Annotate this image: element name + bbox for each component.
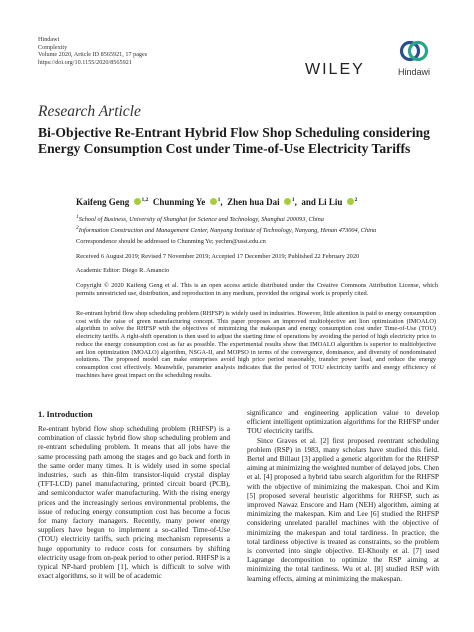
paragraph: Re-entrant hybrid flow shop scheduling problem (RHFSP) is a combination of classic hybrid flow shop scheduling problem and re-entrant scheduling problem. It means that all jobs have the same processing path among the stages and go back and forth in the same order many times. It is widely used in some special industries, such as thin-film transistor-liquid crystal display (TFT-LCD) panel manufacturing, printed circuit board (PCB), and semiconductor wafer manufacturing. With the rising energy prices and the increasingly serious environmental problems, the issue of reducing energy consumption cost has become a focus for many factory managers. Recently, many power energy suppliers have begun to implement a so-called Time-of-Use (TOU) electricity tariffs, such pricing mechanism represents a huge opportunity to reduce costs for consumers by shifting electricity usage from on-peak period to other period. RHFSP is a typical NP-hard problem [1], which is difficult to solve with exact algorithms, so it will be of academic [38,424,230,581]
academic-editor: Academic Editor: Diego R. Amancio [76,267,170,274]
author[interactable]: Chunming Ye $^1$, [152,197,223,207]
correspondence: Correspondence should be addressed to Chunming Ye; yechm@usst.edu.cn [76,238,266,245]
paragraph: Since Graves et al. [2] first proposed reentrant scheduling problem (RSP) in 1983, many scholars have studied this field. Bertel and Billaut [3] applied a genetic algorithm for the RHFSP aiming at minimizing the weighted number of delayed jobs. Chen et al. [4] proposed a hybrid tabu search algorithm for the RHFSP with the objective of minimizing the makespan. Choi and Kim [5] proposed several heuristic algorithms for RHFSP, such as improved Nawaz Enscore and Ham (NEH) algorithm, aiming at minimizing the makespan. Kim and Lee [6] studied the RHFSP considering unrelated parallel machines with the objective of minimizing the makespan and total tardiness. In practice, the total tardiness objective is treated as constraints, so the problem is converted into single objective. El-Khouly et al. [7] used Lagrange decomposition to optimize the RSP aiming at minimizing the total tardiness. Wu et al. [8] studied RSP with learning effects, aiming at minimizing the makespan. [247,435,439,583]
history-dates: Received 6 August 2019; Revised 7 November 2019; Accepted 17 December 2019; Published 22 February 2020 [76,253,360,260]
copyright: Copyright © 2020 Kaifeng Geng et al. This is an open access article distributed under the Creative Commons Attribution License, which permits unrestricted use, distribution, and reproduction in any medium, provided the original work is properly cited. [76,282,438,297]
journal-meta [38,36,147,66]
author[interactable]: Zhen hua Dai $^1$, [227,197,297,207]
abstract: Re-entrant hybrid flow shop scheduling problem (RHFSP) is widely used in industries. However, little attention is paid to energy consumption cost with the raise of green manufacturing concept. This paper proposes an improved multiobjective ant lion optimization (IMOALO) algorithm to solve the RHFSP with the objectives of minimizing the makespan and energy consumption cost under Time-of-Use (TOU) electricity tariffs. A right-shift operation is then used to adjust the starting time of operations by avoiding the period of high electricity price to reduce the energy consumption cost as far as possible. The experimental results show that IMOALO algorithm is superior to multiobjective ant lion optimization (MOALO) algorithm, NSGA-II, and MOPSO in terms of the convergence, dominance, and diversity of nondominated solutions. The proposed model can make enterprises avoid high price period reasonably, transfer power load, and reduce the energy consumption cost effectively. Meanwhile, parameter analysis indicates that the period of TOU electricity tariffs and energy efficiency of machines have great impact on the scheduling results. [76,310,436,379]
article-title: Bi-Objective Re-Entrant Hybrid Flow Shop Scheduling considering Energy Consumption Cost under Time-of-Use Electricity Tariffs [38,125,430,156]
column-left [38,424,230,580]
affiliation-1: School of Business, University of Shanghai for Science and Technology, Shanghai 200093, China [78,216,324,224]
volume-info: Volume 2020, Article ID 8565921, 17 pages [38,51,148,59]
hindawi-logo [393,36,435,77]
author[interactable]: and Li Liu $^2$ [301,197,358,207]
orcid-icon[interactable] [210,198,217,205]
section-heading: 1. Introduction [38,409,93,419]
hindawi-rings-icon [399,36,429,66]
wiley-logo: WILEY [305,61,365,78]
hindawi-wordmark: Hindawi [397,67,430,77]
author[interactable]: Kaifeng Geng $^{1,2}$ [76,197,149,207]
doi-link[interactable]: https://doi.org/10.1155/2020/8565921 [38,58,132,66]
affiliation-2: Information Construction and Management Center, Nanyang Institute of Technology, Nanyang, Henan 473004, China [78,227,377,235]
orcid-icon[interactable] [347,198,354,205]
paragraph: significance and engineering application value to develop efficient intelligent optimization algorithms for the RHFSP under TOU electricity tariffs. [247,408,439,436]
author-list [76,197,357,207]
orcid-icon[interactable] [134,198,141,205]
column-right [247,408,439,583]
article-type: Research Article [38,103,141,120]
journal-name: Hindawi [38,36,60,43]
orcid-icon[interactable] [284,198,291,205]
journal-subtitle: Complexity [38,43,68,51]
affiliations: $^1$School of Business, University of Shanghai for Science and Technology, Shanghai 200093, China $^2$Information Construction and Management Center, Nanyang Institute of Technology, Nanyang, Henan 473004, China [76,214,377,235]
